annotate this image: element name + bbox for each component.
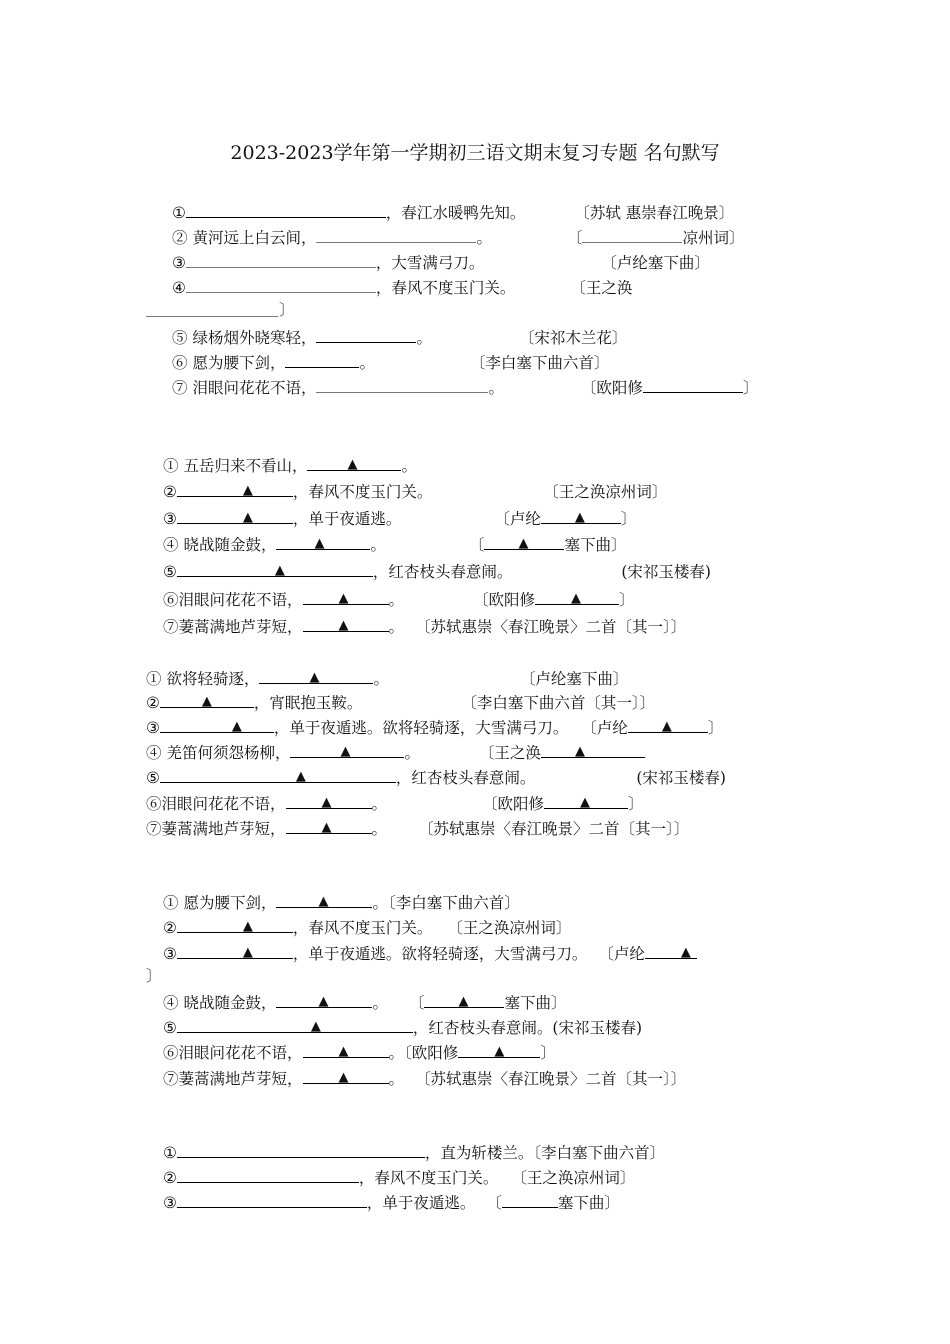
triangle-icon: ▲ — [310, 1019, 321, 1034]
triangle-icon: ▲ — [201, 694, 212, 709]
triangle-icon: ▲ — [680, 945, 691, 960]
triangle-icon: ▲ — [338, 618, 349, 633]
question-line: ⑥泪眼问花花不语， ▲ 。 〔欧阳修 ▲ 〕 — [163, 591, 635, 609]
answer-blank[interactable] — [643, 377, 743, 393]
answer-blank[interactable] — [303, 589, 389, 605]
answer-blank[interactable] — [484, 534, 564, 550]
answer-blank[interactable] — [582, 227, 682, 243]
question-line: ① 欲将轻骑逐， ▲ 。 〔卢纶塞下曲〕 — [146, 670, 629, 688]
triangle-icon: ▲ — [338, 1070, 349, 1085]
answer-blank[interactable] — [303, 1068, 389, 1084]
question-line: ⑤ ▲ ，红杏枝头春意闹。(宋祁玉楼春) — [163, 1019, 643, 1037]
triangle-icon: ▲ — [309, 670, 320, 685]
answer-blank[interactable] — [177, 943, 293, 959]
answer-blank[interactable] — [316, 377, 488, 393]
answer-blank[interactable] — [177, 1017, 413, 1033]
answer-blank[interactable] — [286, 793, 372, 809]
triangle-icon: ▲ — [518, 536, 529, 551]
question-line: ① ，春江水暖鸭先知。 〔苏轼 惠崇春江晚景〕 — [172, 204, 735, 222]
question-line: ⑥泪眼问花花不语， ▲ 。〔欧阳修 ▲ 〕 — [163, 1044, 556, 1062]
question-line: ② ▲ ，宵眠抱玉鞍。 〔李白塞下曲六首〔其一〕〕 — [146, 694, 656, 712]
question-line: ③ ▲ ，单于夜遁逃。欲将轻骑逐，大雪满弓刀。 〔卢纶 ▲ 〕 — [146, 719, 724, 737]
answer-blank[interactable] — [424, 992, 504, 1008]
answer-blank[interactable] — [177, 917, 293, 933]
answer-blank[interactable] — [177, 1167, 359, 1183]
answer-blank[interactable] — [645, 943, 697, 959]
question-line: ② ▲ ，春风不度玉门关。 〔王之涣凉州词〕 — [163, 919, 572, 937]
question-line: ② ▲ ，春风不度玉门关。 〔王之涣凉州词〕 — [163, 483, 668, 501]
answer-blank[interactable] — [541, 742, 645, 758]
question-line: ⑤ ▲ ，红杏枝头春意闹。 (宋祁玉楼春) — [146, 769, 726, 787]
triangle-icon: ▲ — [318, 894, 329, 909]
answer-blank[interactable] — [177, 481, 293, 497]
triangle-icon: ▲ — [242, 510, 253, 525]
answer-blank[interactable] — [186, 277, 376, 293]
answer-blank[interactable] — [316, 227, 476, 243]
triangle-icon: ▲ — [318, 994, 329, 1009]
question-line: ④ 晓战随金鼓， ▲ 。 〔 ▲ 塞下曲〕 — [163, 536, 627, 554]
answer-blank[interactable] — [276, 892, 372, 908]
question-line: ④ ，春风不度玉门关。 〔王之涣 — [172, 279, 633, 297]
answer-blank[interactable] — [628, 717, 708, 733]
answer-blank[interactable] — [502, 1192, 558, 1208]
page-title: 2023-2023学年第一学期初三语文期末复习专题 名句默写 — [230, 142, 720, 164]
question-line: ③ ▲ ，单于夜遁逃。 〔卢纶 ▲ 〕 — [163, 510, 637, 528]
answer-blank[interactable] — [177, 1192, 367, 1208]
question-line: ② ，春风不度玉门关。 〔王之涣凉州词〕 — [163, 1169, 636, 1187]
triangle-icon: ▲ — [242, 945, 253, 960]
answer-blank[interactable] — [146, 316, 278, 317]
answer-blank[interactable] — [303, 1042, 389, 1058]
answer-blank[interactable] — [276, 534, 370, 550]
answer-blank[interactable] — [186, 252, 376, 268]
triangle-icon: ▲ — [458, 994, 469, 1009]
triangle-icon: ▲ — [580, 795, 590, 810]
answer-blank[interactable] — [307, 455, 401, 471]
answer-blank[interactable] — [177, 1142, 425, 1158]
triangle-icon: ▲ — [231, 719, 242, 734]
triangle-icon: ▲ — [574, 510, 585, 525]
triangle-icon: ▲ — [661, 719, 672, 734]
question-line: ⑤ 绿杨烟外晓寒轻， 。 〔宋祁木兰花〕 — [172, 329, 628, 347]
question-line: ① 愿为腰下剑， ▲ 。〔李白塞下曲六首〕 — [163, 894, 520, 912]
answer-blank[interactable] — [458, 1042, 540, 1058]
question-line: ① ，直为斩楼兰。〔李白塞下曲六首〕 — [163, 1144, 666, 1162]
answer-blank[interactable] — [160, 692, 254, 708]
question-line: ③ ，大雪满弓刀。 〔卢纶塞下曲〕 — [172, 254, 710, 272]
question-line: ⑥泪眼问花花不语， ▲ 。 〔欧阳修 ▲ 〕 — [146, 795, 644, 813]
question-line: ⑦ 泪眼问花花不语， 。 〔欧阳修 〕 — [172, 379, 759, 397]
triangle-icon: ▲ — [340, 744, 351, 759]
answer-blank[interactable] — [177, 508, 293, 524]
answer-blank[interactable] — [160, 767, 396, 783]
answer-blank[interactable] — [544, 793, 628, 809]
answer-blank[interactable] — [186, 202, 386, 218]
question-line: ⑦萋蒿满地芦芽短， ▲ 。 〔苏轼惠崇〈春江晚景〉二首〔其一〕〕 — [163, 618, 687, 636]
triangle-icon: ▲ — [347, 457, 358, 472]
question-line: ⑦萋蒿满地芦芽短， ▲ 。 〔苏轼惠崇〈春江晚景〉二首〔其一〕〕 — [163, 1070, 687, 1088]
answer-blank[interactable] — [316, 327, 416, 343]
triangle-icon: ▲ — [274, 563, 285, 578]
answer-blank[interactable] — [286, 818, 372, 834]
triangle-icon: ▲ — [574, 744, 585, 759]
question-line: ③ ▲ ，单于夜遁逃。欲将轻骑逐，大雪满弓刀。 〔卢纶 ▲ — [163, 943, 697, 964]
triangle-icon: ▲ — [338, 1044, 349, 1059]
answer-blank[interactable] — [259, 668, 373, 684]
question-line: ⑥ 愿为腰下剑， 。 〔李白塞下曲六首〕 — [172, 354, 610, 372]
triangle-icon: ▲ — [295, 769, 306, 784]
answer-blank[interactable] — [177, 561, 373, 577]
triangle-icon: ▲ — [321, 820, 332, 835]
question-line: ④ 羌笛何须怨杨柳， ▲ 。 〔王之涣 ▲ — [146, 742, 645, 763]
answer-blank[interactable] — [276, 992, 372, 1008]
answer-blank[interactable] — [290, 742, 404, 758]
question-line: ⑤ ▲ ，红杏枝头春意闹。 (宋祁玉楼春) — [163, 563, 711, 581]
question-line: ③ ，单于夜遁逃。 〔 塞下曲〕 — [163, 1194, 620, 1212]
answer-blank[interactable] — [160, 717, 274, 733]
answer-blank[interactable] — [541, 508, 621, 524]
answer-blank[interactable] — [535, 589, 619, 605]
answer-blank[interactable] — [303, 616, 389, 632]
answer-blank[interactable] — [285, 352, 359, 368]
triangle-icon: ▲ — [571, 591, 581, 606]
triangle-icon: ▲ — [314, 536, 325, 551]
triangle-icon: ▲ — [494, 1044, 505, 1059]
triangle-icon: ▲ — [242, 483, 253, 498]
triangle-icon: ▲ — [338, 591, 349, 606]
triangle-icon: ▲ — [242, 919, 253, 934]
question-line: ② 黄河远上白云间， 。 〔 凉州词〕 — [172, 229, 745, 247]
triangle-icon: ▲ — [321, 795, 332, 810]
question-line: ① 五岳归来不看山， ▲ 。 — [163, 457, 417, 475]
question-line: ⑦萋蒿满地芦芽短， ▲ 。 〔苏轼惠崇〈春江晚景〉二首〔其一〕〕 — [146, 820, 690, 838]
question-line: ④ 晓战随金鼓， ▲ 。 〔 ▲ 塞下曲〕 — [163, 994, 567, 1012]
